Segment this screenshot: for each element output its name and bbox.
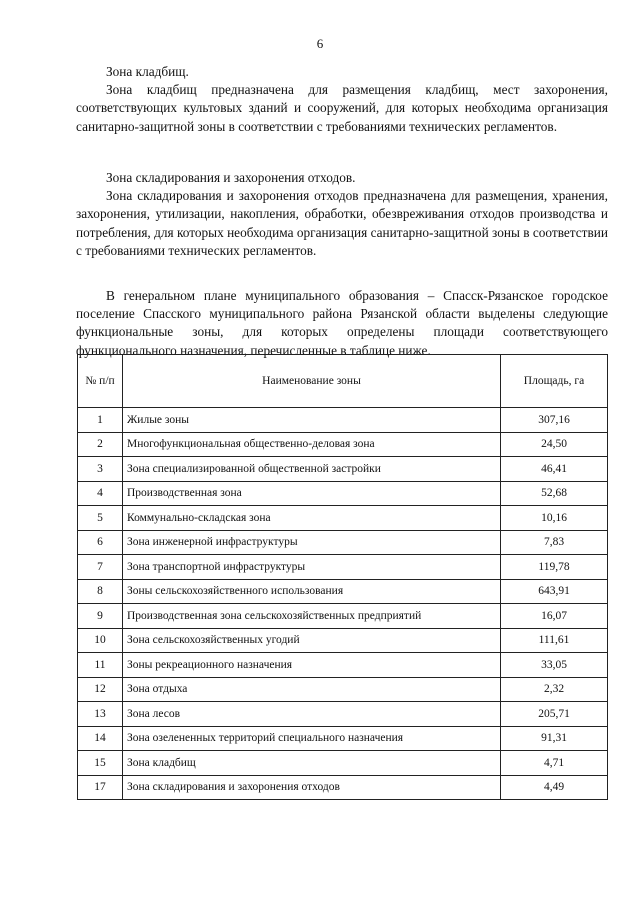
row-zone-name: Зона сельскохозяйственных угодий xyxy=(123,628,501,653)
row-zone-name: Зона озелененных территорий специального назначения xyxy=(123,726,501,751)
table-row xyxy=(78,702,608,727)
header-name: Наименование зоны xyxy=(123,355,501,408)
table-row xyxy=(78,653,608,678)
zones-table xyxy=(77,354,608,800)
table-row xyxy=(78,530,608,555)
table-row xyxy=(78,677,608,702)
table-row xyxy=(78,579,608,604)
section-cemetery xyxy=(76,63,608,136)
row-num: 11 xyxy=(78,653,123,678)
table-row xyxy=(78,775,608,800)
table-row xyxy=(78,481,608,506)
table-row xyxy=(78,726,608,751)
row-zone-name: Коммунально-складская зона xyxy=(123,506,501,531)
row-num: 3 xyxy=(78,457,123,482)
header-area: Площадь, га xyxy=(501,355,608,408)
row-num: 8 xyxy=(78,579,123,604)
row-zone-name: Зона транспортной инфраструктуры xyxy=(123,555,501,580)
row-num: 7 xyxy=(78,555,123,580)
row-area: 111,61 xyxy=(501,628,608,653)
row-zone-name: Зона складирования и захоронения отходов xyxy=(123,775,501,800)
row-zone-name: Производственная зона сельскохозяйственных предприятий xyxy=(123,604,501,629)
section-heading: Зона кладбищ. xyxy=(106,64,189,79)
section-text: Зона складирования и захоронения отходов предназначена для размещения, хранения, захоронения, утилизации, накопления, обработки, обезвреживания отходов производства и потребления, для которых необходима организация санитарно-защитной зоны в соответствии с требованиями технических регламентов. xyxy=(76,188,608,258)
row-zone-name: Зона отдыха xyxy=(123,677,501,702)
row-area: 119,78 xyxy=(501,555,608,580)
row-area: 33,05 xyxy=(501,653,608,678)
row-area: 2,32 xyxy=(501,677,608,702)
section-text: Зона кладбищ предназначена для размещения кладбищ, мест захоронения, соответствующих культовых зданий и сооружений, для которых необходима организация санитарно-защитной зоны в соответствии с требованиями технических регламентов. xyxy=(76,82,608,134)
row-zone-name: Зоны сельскохозяйственного использования xyxy=(123,579,501,604)
row-area: 307,16 xyxy=(501,408,608,433)
row-num: 2 xyxy=(78,432,123,457)
row-area: 643,91 xyxy=(501,579,608,604)
table-row xyxy=(78,604,608,629)
row-num: 10 xyxy=(78,628,123,653)
row-num: 5 xyxy=(78,506,123,531)
row-zone-name: Жилые зоны xyxy=(123,408,501,433)
row-num: 12 xyxy=(78,677,123,702)
table-row xyxy=(78,457,608,482)
row-area: 16,07 xyxy=(501,604,608,629)
row-zone-name: Зоны рекреационного назначения xyxy=(123,653,501,678)
row-zone-name: Многофункциональная общественно-деловая зона xyxy=(123,432,501,457)
row-area: 24,50 xyxy=(501,432,608,457)
row-num: 15 xyxy=(78,751,123,776)
table-row xyxy=(78,628,608,653)
row-num: 13 xyxy=(78,702,123,727)
page-number: 6 xyxy=(316,36,324,51)
row-area: 4,71 xyxy=(501,751,608,776)
row-zone-name: Зона лесов xyxy=(123,702,501,727)
row-area: 10,16 xyxy=(501,506,608,531)
row-num: 1 xyxy=(78,408,123,433)
row-area: 46,41 xyxy=(501,457,608,482)
intro-text: В генеральном плане муниципального образования – Спасск-Рязанское городское поселение Спасского муниципального района Рязанской области выделены следующие функциональные зоны, для которых определены площади соответствующего функционального назначения, перечисленные в таблице ниже. xyxy=(76,288,608,358)
table-row xyxy=(78,751,608,776)
row-area: 7,83 xyxy=(501,530,608,555)
table-row xyxy=(78,506,608,531)
row-area: 205,71 xyxy=(501,702,608,727)
row-zone-name: Производственная зона xyxy=(123,481,501,506)
row-zone-name: Зона инженерной инфраструктуры xyxy=(123,530,501,555)
table-body xyxy=(78,408,608,800)
table-header-row xyxy=(78,355,608,408)
row-num: 9 xyxy=(78,604,123,629)
row-area: 52,68 xyxy=(501,481,608,506)
header-num: № п/п xyxy=(78,355,123,408)
row-num: 14 xyxy=(78,726,123,751)
row-num: 17 xyxy=(78,775,123,800)
row-num: 6 xyxy=(78,530,123,555)
row-zone-name: Зона кладбищ xyxy=(123,751,501,776)
row-area: 4,49 xyxy=(501,775,608,800)
section-waste xyxy=(76,169,608,260)
row-num: 4 xyxy=(78,481,123,506)
table-row xyxy=(78,432,608,457)
row-area: 91,31 xyxy=(501,726,608,751)
table-row xyxy=(78,555,608,580)
section-intro xyxy=(76,287,608,360)
table-row xyxy=(78,408,608,433)
section-heading: Зона складирования и захоронения отходов. xyxy=(106,170,356,185)
row-zone-name: Зона специализированной общественной застройки xyxy=(123,457,501,482)
